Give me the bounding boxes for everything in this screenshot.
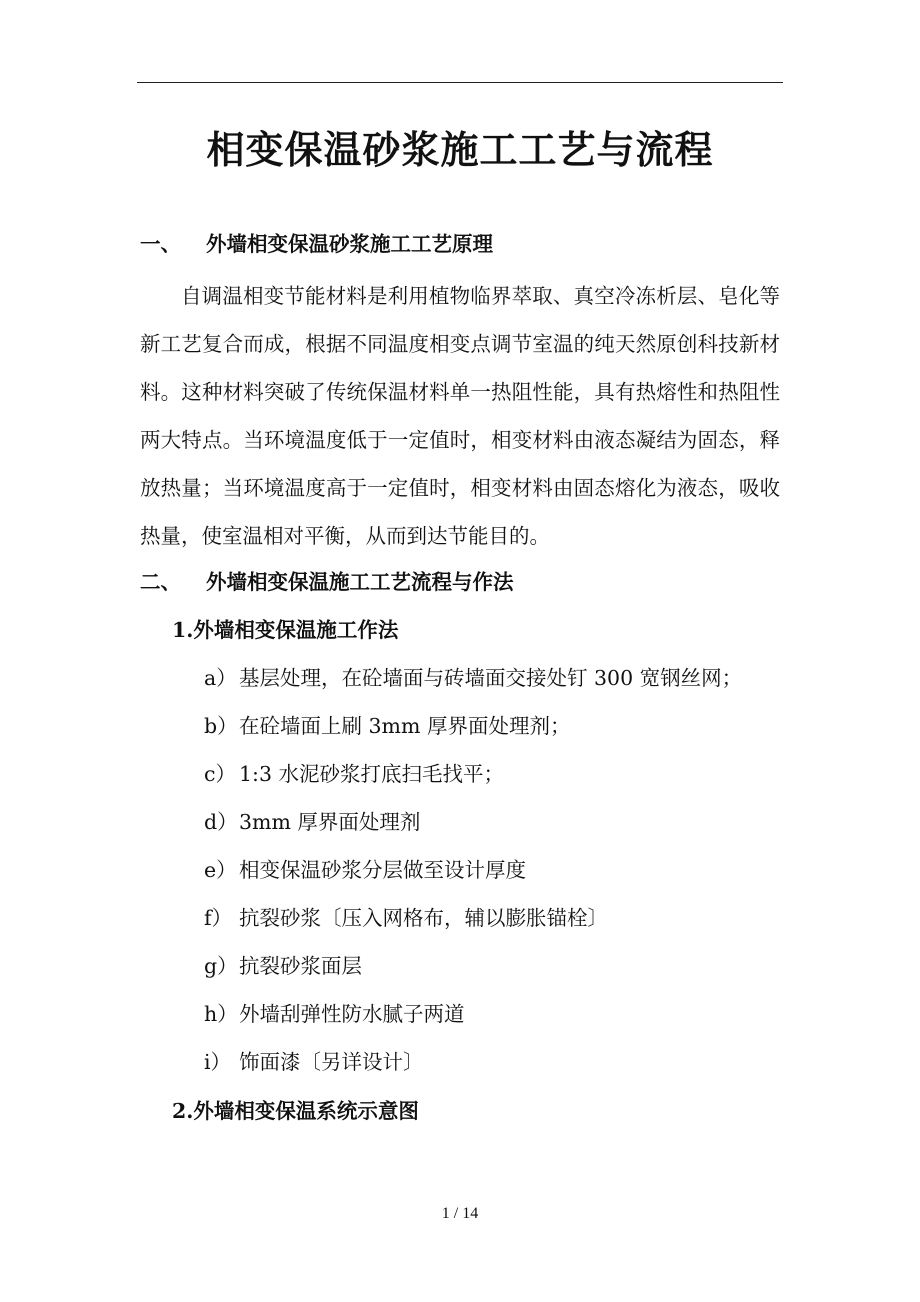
section-2-number: 二、 [140,570,181,594]
list-item [204,999,465,1029]
list-item-label: i） [204,1050,232,1074]
list-item-text: 1:3 水泥砂浆打底扫毛找平； [239,762,505,786]
subsection-2-heading: 2.外墙相变保温系统示意图 [172,1099,419,1123]
subsection-1-heading: 1.外墙相变保温施工作法 [172,618,399,642]
list-item-label: f） [204,906,233,930]
list-item-label: b） [204,714,238,738]
list-item-label: a） [204,666,237,690]
list-item [204,711,570,741]
list-item-text: 抗裂砂浆〔压入网格布，辅以膨胀锚栓〕 [239,906,608,930]
list-item-label: d） [204,810,238,834]
list-item [204,903,608,933]
list-item-text: 抗裂砂浆面层 [239,954,362,978]
list-item-label: e） [204,858,237,882]
list-item-text: 外墙刮弹性防水腻子两道 [239,1002,465,1026]
header-rule [137,82,783,83]
list-item-text: 3mm 厚界面处理剂 [239,810,421,834]
list-item [204,807,420,837]
list-item [204,855,526,885]
list-item-label: g） [204,954,238,978]
list-item [204,951,362,981]
section-2-title: 外墙相变保温施工工艺流程与作法 [206,570,514,594]
section-1-number: 一、 [140,232,181,256]
page-number: 1 / 14 [441,1205,479,1222]
section-1-title: 外墙相变保温砂浆施工工艺原理 [206,232,493,256]
list-item-label: c） [204,762,236,786]
list-item-label: h） [204,1002,238,1026]
list-item [204,759,504,789]
list-item-text: 基层处理，在砼墙面与砖墙面交接处钉 300 宽钢丝网； [239,666,743,690]
list-item [204,663,742,693]
list-item-text: 在砼墙面上刷 3mm 厚界面处理剂； [239,714,571,738]
list-item-text: 相变保温砂浆分层做至设计厚度 [239,858,526,882]
list-item [204,1047,424,1077]
section-1-paragraph: 自调温相变节能材料是利用植物临界萃取、真空冷冻析层、皂化等新工艺复合而成，根据不同温度相变点调节室温的纯天然原创科技新材料。这种材料突破了传统保温材料单一热阻性能，具有热熔性和热阻性两大特点。当环境温度低于一定值时，相变材料由液态凝结为固态，释放热量；当环境温度高于一定值时，相变材料由固态熔化为液态，吸收热量，使室温相对平衡，从而到达节能目的。 [140,284,780,548]
document-title: 相变保温砂浆施工工艺与流程 [206,127,714,172]
list-item-text: 饰面漆〔另详设计〕 [239,1050,424,1074]
